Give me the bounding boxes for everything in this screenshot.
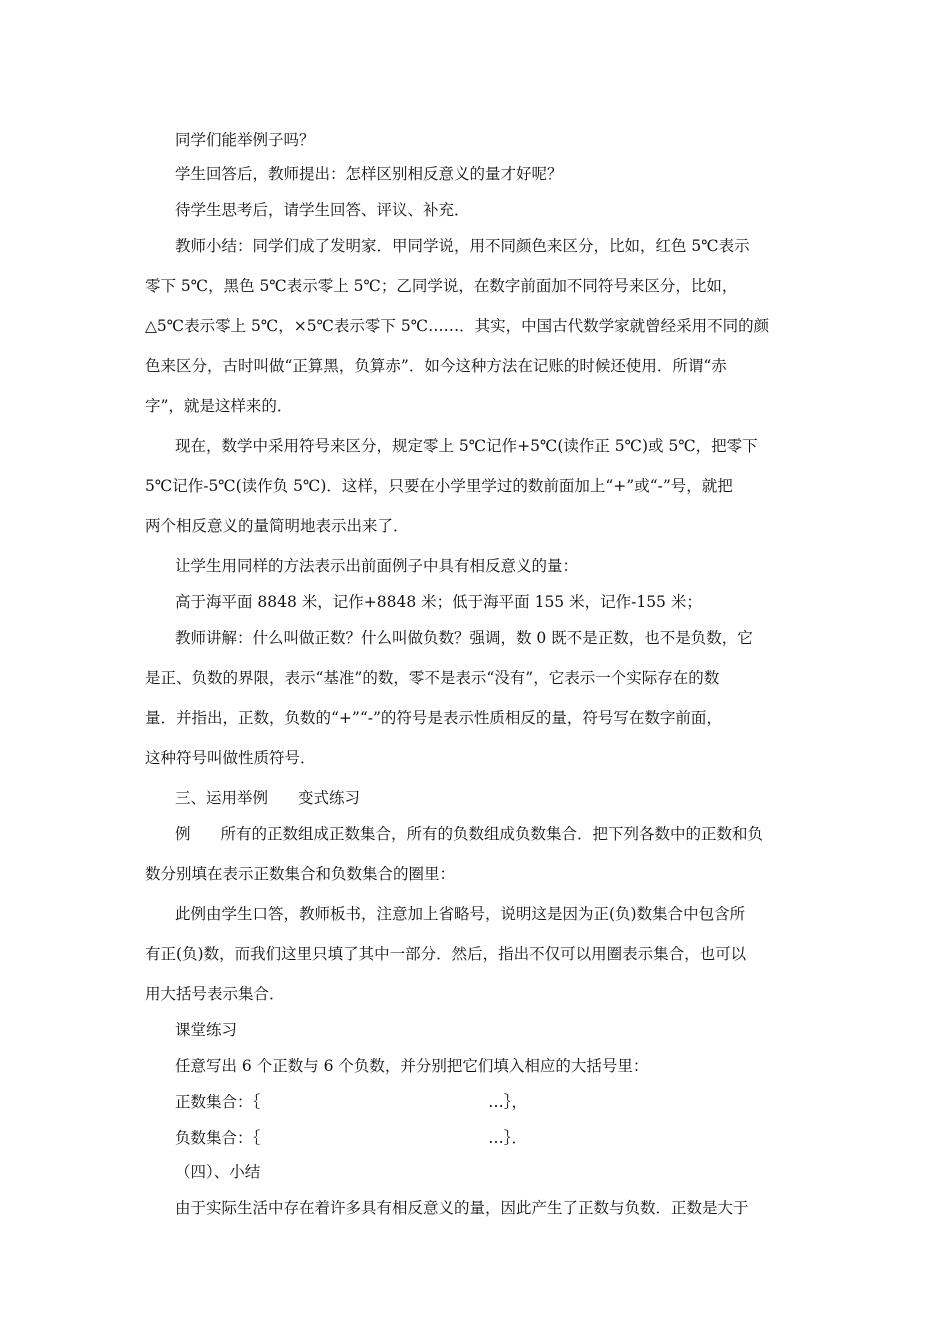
positive-set-line [175, 1092, 527, 1112]
paragraph-teacher-question: 学生回答后，教师提出：怎样区别相反意义的量才好呢？ [175, 165, 563, 183]
paragraph-question: 同学们能举例子吗？ [175, 131, 315, 149]
negative-set-label: 负数集合：｛ [175, 1129, 261, 1147]
paragraph-explanation-line: 教师讲解：什么叫做正数？什么叫做负数？强调，数 0 既不是正数，也不是负数，它 [175, 629, 753, 647]
positive-set-end: …｝， [488, 1093, 528, 1111]
paragraph-explanation-line: 这种符号叫做性质符号． [145, 749, 316, 767]
paragraph-practice-task: 任意写出 6 个正数与 6 个负数，并分别把它们填入相应的大括号里： [175, 1057, 649, 1075]
paragraph-explanation-line: 量．并指出，正数，负数的“+”“-”的符号是表示性质相反的量，符号写在数字前面， [145, 709, 722, 727]
paragraph-summary-line: 字”，就是这样来的． [145, 397, 293, 415]
section-heading-part-a: 三、运用举例 [175, 789, 269, 807]
paragraph-summary-line: 零下 5℃，黑色 5℃表示零上 5℃；乙同学说，在数字前面加不同符号来区分，比如， [145, 277, 738, 295]
section-heading-examples [175, 788, 360, 808]
paragraph-summary-final: 由于实际生活中存在着许多具有相反意义的量，因此产生了正数与负数．正数是大于 [175, 1199, 749, 1217]
heading-summary: （四）、小结 [175, 1163, 261, 1181]
paragraph-set-notation-line: 此例由学生口答，教师板书，注意加上省略号，说明这是因为正(负)数集合中包含所 [175, 905, 746, 923]
paragraph-summary-line: △5℃表示零上 5℃，×5℃表示零下 5℃……．其实，中国古代数学家就曾经采用不同的颜 [145, 317, 770, 335]
negative-set-end: …｝． [488, 1129, 528, 1147]
example-text: 所有的正数组成正数集合，所有的负数组成负数集合．把下列各数中的正数和负 [220, 825, 764, 843]
paragraph-sign-convention-line: 现在，数学中采用符号来区分，规定零上 5℃记作+5℃(读作正 5℃)或 5℃，把零下 [175, 437, 758, 455]
paragraph-exercise-instruction: 让学生用同样的方法表示出前面例子中具有相反意义的量： [175, 557, 579, 575]
paragraph-sign-convention-line: 两个相反意义的量简明地表示出来了． [145, 517, 409, 535]
paragraph-example-line [175, 824, 763, 844]
paragraph-example-line: 数分别填在表示正数集合和负数集合的圈里： [145, 865, 456, 883]
paragraph-student-response: 待学生思考后，请学生回答、评议、补充． [175, 201, 470, 219]
heading-class-practice: 课堂练习 [175, 1021, 238, 1039]
positive-set-label: 正数集合：｛ [175, 1093, 261, 1111]
negative-set-line [175, 1128, 527, 1148]
paragraph-explanation-line: 是正、负数的界限，表示“基准”的数，零不是表示“没有”，它表示一个实际存在的数 [145, 669, 720, 687]
paragraph-sign-convention-line: 5℃记作-5℃(读作负 5℃)．这样，只要在小学里学过的数前面加上“+”或“-”号，就把 [145, 477, 733, 495]
paragraph-set-notation-line: 有正(负)数，而我们这里只填了其中一部分．然后，指出不仅可以用圈表示集合，也可以 [145, 945, 747, 963]
section-heading-part-b: 变式练习 [298, 789, 361, 807]
paragraph-sea-level-example: 高于海平面 8848 米，记作+8848 米；低于海平面 155 米，记作-155 米； [175, 593, 702, 611]
paragraph-set-notation-line: 用大括号表示集合． [145, 985, 285, 1003]
example-label: 例 [175, 825, 191, 843]
paragraph-summary-line: 教师小结：同学们成了发明家．甲同学说，用不同颜色来区分，比如，红色 5℃表示 [175, 237, 750, 255]
paragraph-summary-line: 色来区分，古时叫做“正算黑，负算赤”．如今这种方法在记账的时候还使用．所谓“赤 [145, 357, 727, 375]
